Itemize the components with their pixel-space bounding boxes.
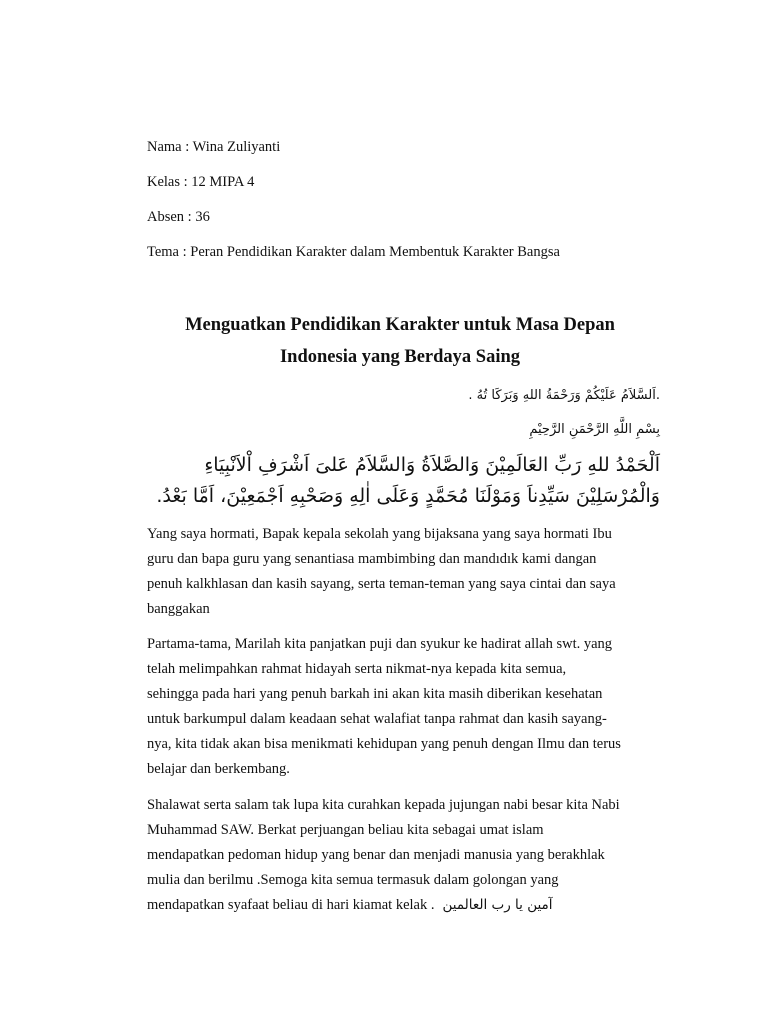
paragraph-line: telah melimpahkan rahmat hidayah serta nikmat-nya kepada kita semua, [147,661,567,677]
paragraph-line: mulia dan berilmu .Semoga kita semua termasuk dalam golongan yang [147,872,559,888]
arabic-salam: .اَلسَّلاَمُ عَلَيْكُمْ وَرَحْمَةُ اللهِ وَبَرَكَا تُهُ . [468,388,660,403]
paragraph-line: sehingga pada hari yang penuh barkah ini akan kita masih diberikan kesehatan [147,686,603,702]
paragraph-line: Yang saya hormati, Bapak kepala sekolah yang bijaksana yang saya hormati Ibu [147,526,612,542]
essay-title-line-1: Menguatkan Pendidikan Karakter untuk Masa Depan [185,315,615,335]
essay-theme: Tema : Peran Pendidikan Karakter dalam Membentuk Karakter Bangsa [147,244,560,260]
arabic-amin: آمين يا رب العالمين [442,897,553,913]
paragraph-line: banggakan [147,601,210,617]
paragraph-shalawat [147,793,657,918]
paragraph-gratitude [147,632,657,782]
student-name: Nama : Wina Zuliyanti [147,139,281,155]
paragraph-line [147,893,657,918]
paragraph-line: untuk barkumpul dalam keadaan sehat walafiat tanpa rahmat dan kasih sayang- [147,711,607,727]
paragraph-line: Shalawat serta salam tak lupa kita curahkan kepada jujungan nabi besar kita Nabi [147,797,620,813]
paragraph-line: penuh kalkhlasan dan kasih sayang, serta teman-teman yang saya cintai dan saya [147,576,616,592]
paragraph-line-text: mendapatkan syafaat beliau di hari kiamat kelak . [147,897,435,913]
paragraph-greeting [147,522,657,622]
arabic-basmalah: بِسْمِ اللَّهِ الرَّحْمَنِ الرَّحِيْمِ [529,422,660,437]
paragraph-line: Partama-tama, Marilah kita panjatkan puji dan syukur ke hadirat allah swt. yang [147,636,613,652]
paragraph-line: guru dan bapa guru yang senantiasa mambimbing dan mandıdık kami dangan [147,551,597,567]
paragraph-line: mendapatkan pedoman hidup yang benar dan menjadi manusia yang berakhlak [147,847,605,863]
paragraph-line: Muhammad SAW. Berkat perjuangan beliau kita sebagai umat islam [147,822,544,838]
student-class: Kelas : 12 MIPA 4 [147,174,255,190]
essay-title-line-2: Indonesia yang Berdaya Saing [279,347,521,367]
paragraph-line: belajar dan berkembang. [147,761,290,777]
arabic-hamdalah-line-1: اَلْحَمْدُ للهِ رَبِّ العَالَمِيْنَ وَالصَّلاَةُ وَالسَّلاَمُ عَلىَ اَشْرَفِ اْلاَنْبِيَاءِ [204,454,660,476]
student-number: Absen : 36 [147,209,210,225]
arabic-hamdalah-line-2: وَالْمُرْسَلِيْنَ سَيِّدِناَ وَمَوْلَنَا مُحَمَّدٍ وَعَلَى اٰلِهِ وَصَحْبِهِ اَجْمَعِيْنَ، اَمَّا بَعْدُ. [156,485,660,507]
paragraph-line: nya, kita tidak akan bisa menikmati kehidupan yang penuh dengan Ilmu dan terus [147,736,621,752]
